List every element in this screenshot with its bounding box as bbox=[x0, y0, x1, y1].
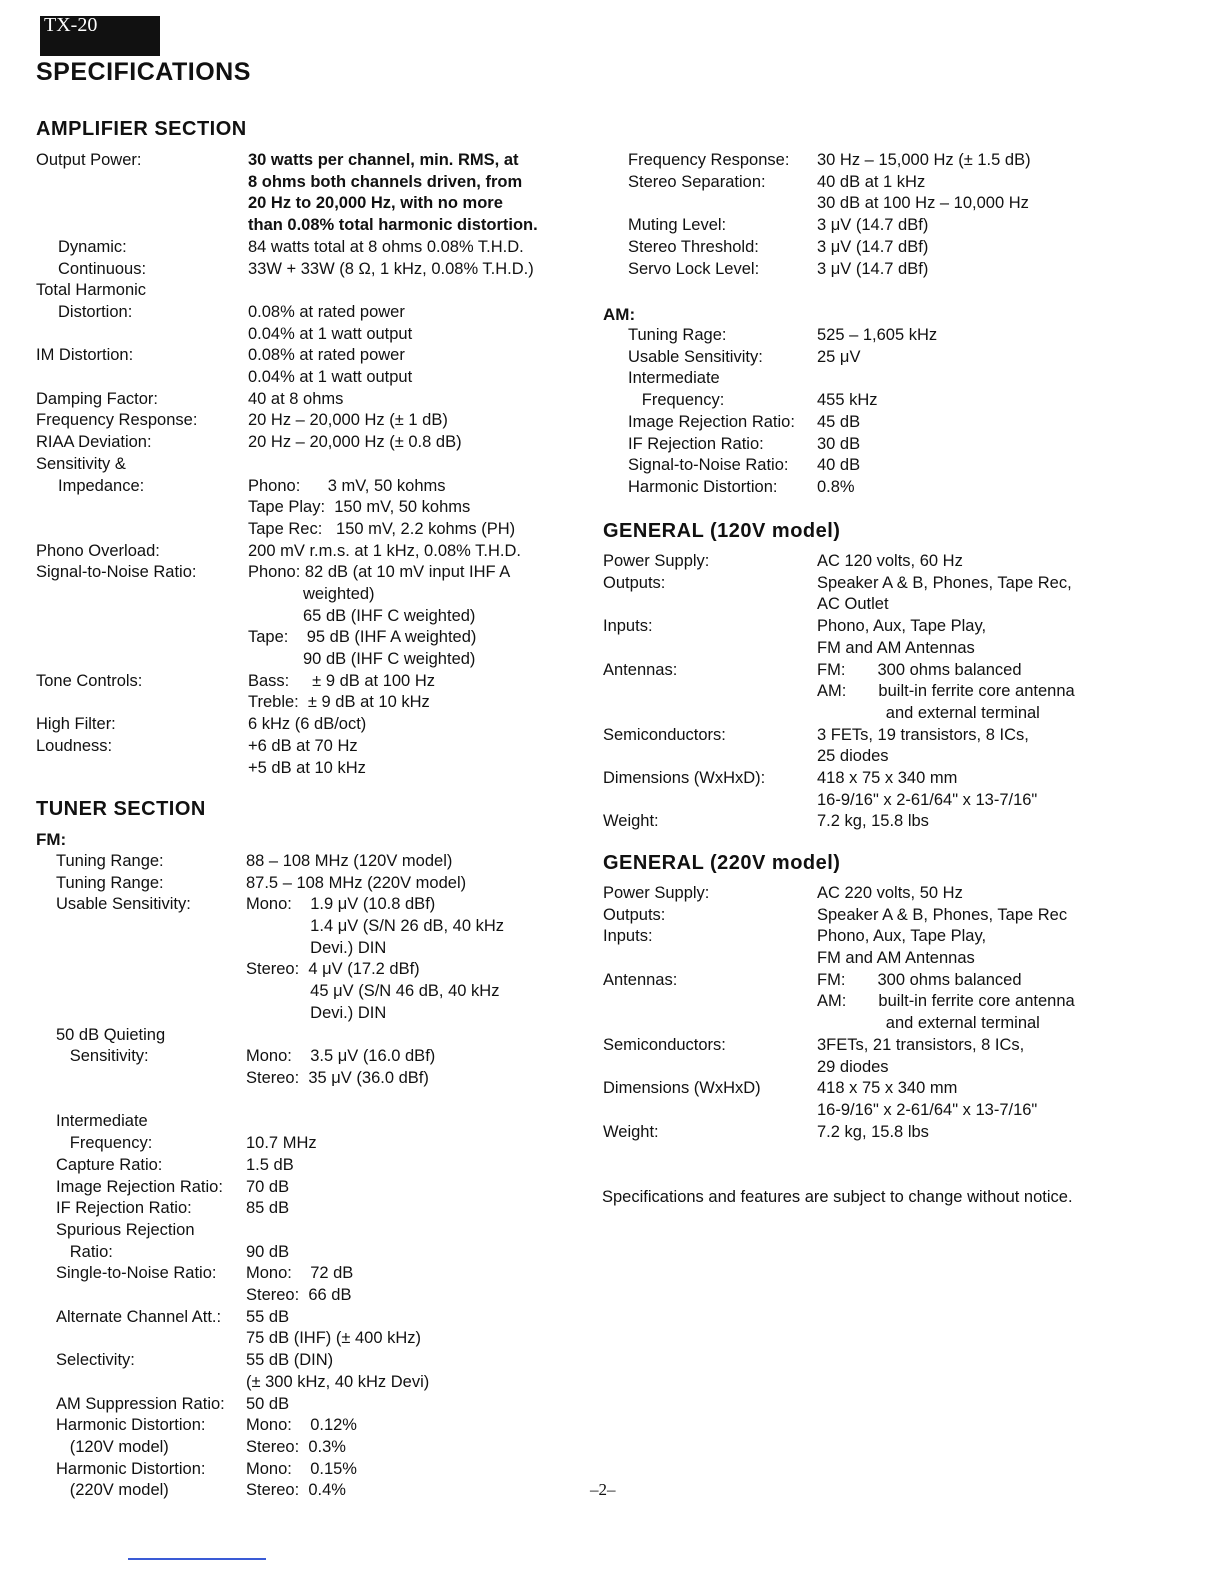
spec-value: 10.7 MHz bbox=[246, 1134, 317, 1153]
spec-label: Inputs: bbox=[603, 927, 653, 946]
spec-value: Treble: ± 9 dB at 10 kHz bbox=[248, 693, 430, 712]
spec-label: Spurious Rejection bbox=[56, 1220, 195, 1239]
spec-value: 30 dB bbox=[817, 434, 861, 453]
spec-value: 7.2 kg, 15.8 lbs bbox=[817, 1122, 929, 1141]
spec-value: AC 120 volts, 60 Hz bbox=[817, 552, 963, 570]
spec-value: 3 μV (14.7 dBf) bbox=[817, 259, 929, 278]
spec-value: Phono: 3 mV, 50 kohms bbox=[248, 476, 446, 495]
spec-label: Distortion: bbox=[58, 302, 133, 321]
spec-label: Sensitivity: bbox=[56, 1047, 149, 1066]
spec-label: Semiconductors: bbox=[603, 725, 726, 744]
spec-label: Power Supply: bbox=[603, 884, 710, 902]
spec-value: Mono: 3.5 μV (16.0 dBf) bbox=[246, 1047, 436, 1066]
spec-label: Stereo Threshold: bbox=[628, 237, 759, 256]
spec-label: Outputs: bbox=[603, 905, 666, 924]
spec-label: Loudness: bbox=[36, 736, 113, 755]
spec-value: 7.2 kg, 15.8 lbs bbox=[817, 812, 929, 831]
spec-label: Weight: bbox=[603, 1122, 659, 1141]
spec-value: Phono: 82 dB (at 10 mV input IHF A bbox=[248, 563, 511, 582]
spec-label: Ratio: bbox=[56, 1242, 113, 1261]
spec-value: 0.04% at 1 watt output bbox=[248, 324, 413, 343]
spec-label: Single-to-Noise Ratio: bbox=[56, 1264, 217, 1283]
spec-value: 0.08% at rated power bbox=[248, 346, 405, 365]
spec-label: Antennas: bbox=[603, 970, 678, 989]
spec-value: AC 220 volts, 50 Hz bbox=[817, 884, 963, 902]
general-120-heading: GENERAL (120V model) bbox=[603, 520, 841, 542]
spec-label: Signal-to-Noise Ratio: bbox=[36, 563, 197, 582]
spec-value: 1.5 dB bbox=[246, 1155, 294, 1174]
spec-value: 88 – 108 MHz (120V model) bbox=[246, 852, 453, 870]
spec-value: Mono: 1.9 μV (10.8 dBf) bbox=[246, 895, 436, 914]
spec-label: High Filter: bbox=[36, 715, 116, 734]
spec-label: IF Rejection Ratio: bbox=[56, 1199, 192, 1218]
spec-value: Bass: ± 9 dB at 100 Hz bbox=[248, 671, 435, 690]
model-label: TX-20 bbox=[44, 14, 98, 36]
spec-value: 418 x 75 x 340 mm bbox=[817, 1079, 958, 1098]
spec-value: 90 dB bbox=[246, 1242, 290, 1261]
spec-value: 65 dB (IHF C weighted) bbox=[248, 606, 476, 625]
spec-label: Dynamic: bbox=[58, 237, 127, 256]
spec-value: 55 dB bbox=[246, 1307, 290, 1326]
spec-value: 55 dB (DIN) bbox=[246, 1351, 334, 1370]
spec-label: Intermediate bbox=[56, 1112, 148, 1131]
spec-label: Dimensions (WxHxD): bbox=[603, 769, 766, 787]
spec-label: Harmonic Distortion: bbox=[628, 477, 778, 496]
spec-label: Stereo Separation: bbox=[628, 172, 766, 191]
spec-label: Tuning Range: bbox=[56, 873, 164, 892]
spec-value: AC Outlet bbox=[817, 595, 889, 614]
spec-label: AM Suppression Ratio: bbox=[56, 1394, 225, 1413]
spec-value: and external terminal bbox=[817, 1014, 1040, 1033]
page-title: SPECIFICATIONS bbox=[36, 58, 251, 86]
general-220-heading: GENERAL (220V model) bbox=[603, 852, 841, 874]
spec-value: 0.04% at 1 watt output bbox=[248, 367, 413, 386]
spec-value: 3 μV (14.7 dBf) bbox=[817, 237, 929, 256]
spec-value: 29 diodes bbox=[817, 1057, 889, 1076]
spec-value: Stereo: 0.3% bbox=[246, 1437, 346, 1456]
spec-value: 45 μV (S/N 46 dB, 40 kHz bbox=[246, 982, 500, 1001]
spec-label: Outputs: bbox=[603, 573, 666, 592]
spec-value: FM: 300 ohms balanced bbox=[817, 970, 1022, 989]
spec-value: 525 – 1,605 kHz bbox=[817, 326, 938, 344]
spec-value: 20 Hz – 20,000 Hz (± 1 dB) bbox=[248, 411, 448, 430]
spec-value: AM: built-in ferrite core antenna bbox=[817, 992, 1075, 1011]
spec-value: Stereo: 35 μV (36.0 dBf) bbox=[246, 1068, 429, 1087]
spec-label: Muting Level: bbox=[628, 216, 727, 235]
spec-value: 84 watts total at 8 ohms 0.08% T.H.D. bbox=[248, 237, 524, 256]
fm-heading: FM: bbox=[36, 830, 67, 849]
spec-value: Stereo: 0.4% bbox=[246, 1481, 346, 1500]
spec-label: Frequency: bbox=[628, 391, 725, 410]
spec-value: 6 kHz (6 dB/oct) bbox=[248, 715, 367, 734]
spec-value: FM and AM Antennas bbox=[817, 949, 975, 968]
spec-value: 455 kHz bbox=[817, 391, 878, 410]
page-number: –2– bbox=[590, 1480, 616, 1499]
spec-value: weighted) bbox=[248, 584, 375, 603]
spec-label: Tuning Range: bbox=[56, 852, 164, 870]
spec-value: Devi.) DIN bbox=[246, 1003, 387, 1022]
bottom-rule bbox=[128, 1558, 266, 1560]
spec-value: Tape Play: 150 mV, 50 kohms bbox=[248, 498, 471, 517]
spec-value: 30 Hz – 15,000 Hz (± 1.5 dB) bbox=[817, 151, 1031, 169]
spec-label: Impedance: bbox=[58, 476, 145, 495]
spec-value: FM: 300 ohms balanced bbox=[817, 660, 1022, 679]
spec-label: Servo Lock Level: bbox=[628, 259, 760, 278]
spec-value: 16-9/16" x 2-61/64" x 13-7/16" bbox=[817, 790, 1038, 809]
spec-value: 90 dB (IHF C weighted) bbox=[248, 650, 476, 669]
spec-label: Frequency: bbox=[56, 1134, 153, 1153]
spec-value: 20 Hz – 20,000 Hz (± 0.8 dB) bbox=[248, 433, 462, 452]
spec-value: 87.5 – 108 MHz (220V model) bbox=[246, 873, 467, 892]
spec-value: 50 dB bbox=[246, 1394, 290, 1413]
spec-value: 40 at 8 ohms bbox=[248, 389, 344, 408]
spec-value: FM and AM Antennas bbox=[817, 638, 975, 657]
spec-value: 0.8% bbox=[817, 477, 855, 496]
spec-value: +5 dB at 10 kHz bbox=[248, 758, 366, 777]
spec-label: Harmonic Distortion: bbox=[56, 1459, 206, 1478]
spec-label: Inputs: bbox=[603, 617, 653, 636]
spec-value: 20 Hz to 20,000 Hz, with no more bbox=[248, 194, 503, 213]
spec-value: Mono: 0.15% bbox=[246, 1459, 357, 1478]
spec-value: 85 dB bbox=[246, 1199, 290, 1218]
spec-value: 3FETs, 21 transistors, 8 ICs, bbox=[817, 1035, 1025, 1054]
spec-label: Image Rejection Ratio: bbox=[56, 1177, 223, 1196]
spec-value: Tape Rec: 150 mV, 2.2 kohms (PH) bbox=[248, 519, 516, 538]
spec-value: 70 dB bbox=[246, 1177, 290, 1196]
am-heading: AM: bbox=[603, 305, 636, 324]
spec-label: Harmonic Distortion: bbox=[56, 1416, 206, 1435]
spec-label: Damping Factor: bbox=[36, 389, 158, 408]
spec-value: 8 ohms both channels driven, from bbox=[248, 172, 523, 191]
amplifier-heading: AMPLIFIER SECTION bbox=[36, 118, 247, 140]
spec-label: Signal-to-Noise Ratio: bbox=[628, 456, 789, 475]
spec-value: Devi.) DIN bbox=[246, 938, 387, 957]
change-notice: Specifications and features are subject to change without notice. bbox=[602, 1188, 1073, 1206]
spec-value: 1.4 μV (S/N 26 dB, 40 kHz bbox=[246, 917, 505, 936]
spec-value: Speaker A & B, Phones, Tape Rec bbox=[817, 905, 1068, 924]
spec-label: Semiconductors: bbox=[603, 1035, 726, 1054]
spec-label: Frequency Response: bbox=[628, 151, 790, 169]
spec-label: Usable Sensitivity: bbox=[56, 895, 191, 914]
spec-value: 45 dB bbox=[817, 412, 861, 431]
spec-label: Capture Ratio: bbox=[56, 1155, 163, 1174]
spec-value: Stereo: 66 dB bbox=[246, 1285, 352, 1304]
spec-value: 3 FETs, 19 transistors, 8 ICs, bbox=[817, 725, 1029, 744]
spec-label: IF Rejection Ratio: bbox=[628, 434, 764, 453]
spec-value: 25 diodes bbox=[817, 747, 889, 766]
spec-value: 3 μV (14.7 dBf) bbox=[817, 216, 929, 235]
spec-label: Output Power: bbox=[36, 151, 142, 169]
spec-label: Sensitivity & bbox=[36, 454, 126, 473]
spec-label: IM Distortion: bbox=[36, 346, 134, 365]
spec-label: Selectivity: bbox=[56, 1351, 135, 1370]
spec-label: Alternate Channel Att.: bbox=[56, 1307, 222, 1326]
spec-value: 40 dB at 1 kHz bbox=[817, 172, 926, 191]
spec-value: 75 dB (IHF) (± 400 kHz) bbox=[246, 1329, 422, 1348]
spec-value: and external terminal bbox=[817, 703, 1040, 722]
spec-value: 30 watts per channel, min. RMS, at bbox=[248, 151, 519, 169]
spec-value: Phono, Aux, Tape Play, bbox=[817, 927, 987, 946]
spec-value: 418 x 75 x 340 mm bbox=[817, 769, 958, 787]
spec-label: (220V model) bbox=[56, 1481, 169, 1500]
tuner-heading: TUNER SECTION bbox=[36, 798, 206, 820]
spec-value: Stereo: 4 μV (17.2 dBf) bbox=[246, 960, 420, 979]
spec-label: Frequency Response: bbox=[36, 411, 198, 430]
spec-label: Tuning Rage: bbox=[628, 326, 727, 344]
spec-value: Mono: 72 dB bbox=[246, 1264, 354, 1283]
spec-value: 0.08% at rated power bbox=[248, 302, 405, 321]
spec-value: AM: built-in ferrite core antenna bbox=[817, 682, 1075, 701]
spec-label: (120V model) bbox=[56, 1437, 169, 1456]
spec-label: Intermediate bbox=[628, 369, 720, 388]
spec-value: 40 dB bbox=[817, 456, 861, 475]
spec-label: Antennas: bbox=[603, 660, 678, 679]
spec-value: +6 dB at 70 Hz bbox=[248, 736, 358, 755]
spec-label: Dimensions (WxHxD) bbox=[603, 1079, 761, 1098]
spec-label: Total Harmonic bbox=[36, 281, 147, 300]
spec-value: Speaker A & B, Phones, Tape Rec, bbox=[817, 573, 1072, 592]
spec-label: Image Rejection Ratio: bbox=[628, 412, 795, 431]
spec-value: 25 μV bbox=[817, 347, 861, 366]
spec-label: Weight: bbox=[603, 812, 659, 831]
model-label-box bbox=[40, 16, 160, 56]
spec-value: 33W + 33W (8 Ω, 1 kHz, 0.08% T.H.D.) bbox=[248, 259, 534, 278]
spec-value: Phono, Aux, Tape Play, bbox=[817, 617, 987, 636]
spec-label: Tone Controls: bbox=[36, 671, 143, 690]
spec-value: Tape: 95 dB (IHF A weighted) bbox=[248, 628, 477, 647]
spec-value: (± 300 kHz, 40 kHz Devi) bbox=[246, 1372, 430, 1391]
spec-value: 30 dB at 100 Hz – 10,000 Hz bbox=[817, 194, 1029, 213]
spec-value: 200 mV r.m.s. at 1 kHz, 0.08% T.H.D. bbox=[248, 541, 521, 560]
spec-label: Usable Sensitivity: bbox=[628, 347, 763, 366]
spec-label: Power Supply: bbox=[603, 552, 710, 570]
spec-value: Mono: 0.12% bbox=[246, 1416, 357, 1435]
spec-value: 16-9/16" x 2-61/64" x 13-7/16" bbox=[817, 1100, 1038, 1119]
spec-label: Phono Overload: bbox=[36, 541, 160, 560]
spec-label: Continuous: bbox=[58, 259, 147, 278]
spec-label: 50 dB Quieting bbox=[56, 1025, 166, 1044]
spec-label: RIAA Deviation: bbox=[36, 433, 152, 452]
spec-value: than 0.08% total harmonic distortion. bbox=[248, 216, 538, 235]
